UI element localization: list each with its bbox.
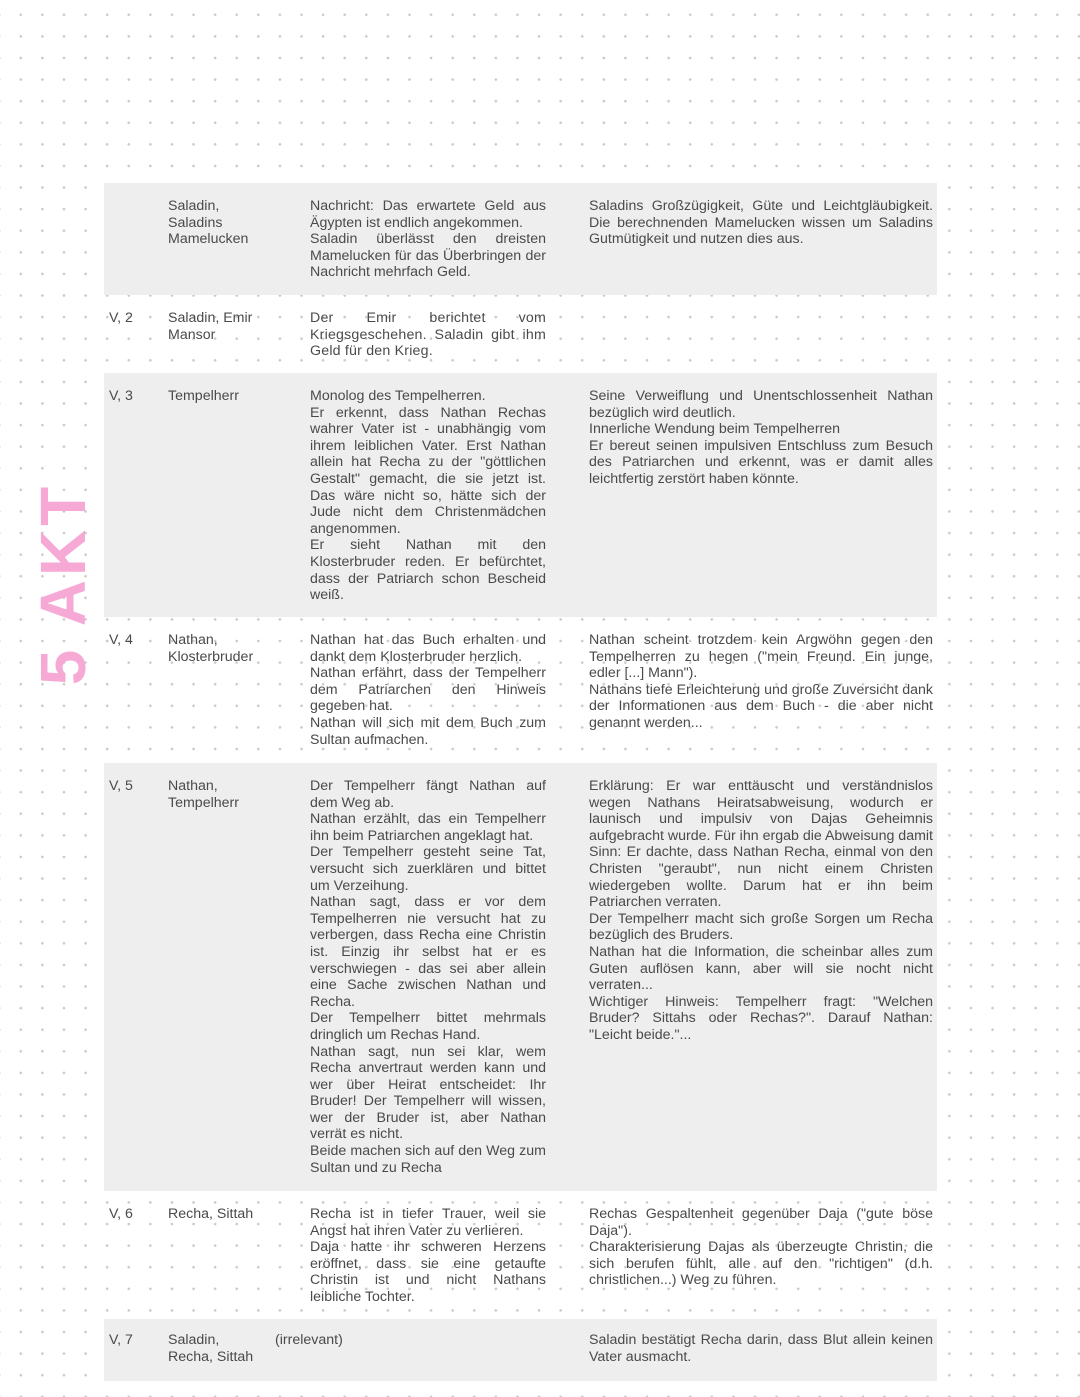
interpretation-cell: Saladin bestätigt Recha darin, dass Blut allein keinen Vater ausmacht.	[589, 1332, 933, 1365]
interpretation-cell: Saladins Großzügigkeit, Güte und Leichtgläubigkeit. Die berechnenden Mamelucken wissen um Saladins Gutmütigkeit und nutzen dies aus.	[589, 198, 933, 248]
persons-cell: Tempelherr	[168, 388, 239, 404]
persons-cell: Saladin, Recha, Sittah	[168, 1332, 254, 1365]
section-number: V, 7	[109, 1332, 133, 1348]
interpretation-cell: Erklärung: Er war enttäuscht und verständnislos wegen Nathans Heiratsabweisung, wodurch er launisch und impulsiv von Dajas Geheimnis aufgebracht wurde. Für ihn ergab die Abweisung damit Sinn: Er dachte, dass Nathan Recha, einmal von den Christen "geraubt", nun nicht einem Christen wiedergeben wollte. Darum hat er ihn beim Patriarchen verraten. Der Tempelherr macht sich große Sorgen um Recha bezüglich des Bruders. Nathan hat die Information, die scheinbar alles zum Guten auflösen kann, aber will sie nocht nicht verraten... Wichtiger Hinweis: Tempelherr fragt: "Welchen Bruder? Sittahs oder Rechas?". Darauf Nathan: "Leicht beide."...	[589, 778, 933, 1043]
interpretation-cell: Nathan scheint trotzdem kein Argwöhn gegen den Tempelherren zu hegen ("mein Freund. Ein junge, edler [...] Mann"). Nathans tiefe Erleichterung und große Zuversicht dank der Informationen aus dem Buch - die aber nicht genannt werden...	[589, 632, 933, 731]
act-label: 5 AKT	[27, 482, 99, 686]
content-cell: Nachricht: Das erwartete Geld aus Ägypten ist endlich angekommen. Saladin überlässt den dreisten Mamelucken für das Überbringen der Nachricht mehrfach Geld.	[310, 198, 546, 281]
table-row	[104, 617, 937, 763]
persons-cell: Saladin, Emir Mansor	[168, 310, 253, 343]
content-cell: (irrelevant)	[275, 1332, 343, 1348]
scene-table	[104, 183, 937, 1381]
content-cell: Recha ist in tiefer Trauer, weil sie Angst hat ihren Vater zu verlieren. Daja hatte ihr schweren Herzens eröffnet, dass sie eine getaufte Christin ist und nicht Nathans leibliche Tochter.	[310, 1206, 546, 1305]
interpretation-cell: Seine Verweiflung und Unentschlossenheit Nathan bezüglich wird deutlich. Innerliche Wendung beim Tempelherren Er bereut seinen impulsiven Entschluss zum Besuch des Patriarchen und erkennt, was er damit alles leichtfertig zerstört haben könnte.	[589, 388, 933, 487]
content-cell: Monolog des Tempelherren. Er erkennt, dass Nathan Rechas wahrer Vater ist - unabhängig vom ihrem leiblichen Vater. Erst Nathan allein hat Recha zu der "göttlichen Gestalt" gemacht, die sie jetzt ist. Das wäre nicht so, hätte sich der Jude nicht dem Christenmädchen angenommen. Er sieht Nathan mit den Klosterbruder reden. Er befürchtet, dass der Patriarch schon Bescheid weiß.	[310, 388, 546, 604]
section-number: V, 6	[109, 1206, 133, 1222]
table-row	[104, 1319, 937, 1381]
content-cell: Der Tempelherr fängt Nathan auf dem Weg ab. Nathan erzählt, das ein Tempelherr ihn beim Patriarchen angeklagt hat. Der Tempelherr gesteht seine Tat, versucht sich zuerklären und bittet um Verzeihung. Nathan sagt, dass er vor dem Tempelherren nie versucht hat zu verbergen, dass Recha eine Christin ist. Einzig ihr selbst hat er es verschwiegen - das sei aber allein eine Sache zwischen Nathan und Recha. Der Tempelherr bittet mehrmals dringlich um Rechas Hand. Nathan sagt, nun sei klar, wem Recha anvertraut werden kann und wer über Heirat entscheidet: Ihr Bruder! Der Tempelherr will wissen, wer der Bruder ist, aber Nathan verrät es nicht. Beide machen sich auf den Weg zum Sultan und zu Recha	[310, 778, 546, 1176]
table-row	[104, 1191, 937, 1319]
section-number: V, 4	[109, 632, 133, 648]
content-cell: Der Emir berichtet vom Kriegsgeschehen. Saladin gibt ihm Geld für den Krieg.	[310, 310, 546, 360]
persons-cell: Recha, Sittah	[168, 1206, 254, 1222]
section-number: V, 3	[109, 388, 133, 404]
content-cell: Nathan hat das Buch erhalten und dankt dem Klosterbruder herzlich. Nathan erfährt, dass der Tempelherr dem Patriarchen den Hinweis gegeben hat. Nathan will sich mit dem Buch zum Sultan aufmachen.	[310, 632, 546, 748]
interpretation-cell: Rechas Gespaltenheit gegenüber Daja ("gute böse Daja"). Charakterisierung Dajas als überzeugte Christin, die sich berufen fühlt, alle auf den "richtigen" (d.h. christlichen...) Weg zu führen.	[589, 1206, 933, 1289]
table-row	[104, 763, 937, 1191]
table-row	[104, 295, 937, 373]
table-row	[104, 183, 937, 295]
section-number: V, 2	[109, 310, 133, 326]
persons-cell: Saladin, Saladins Mamelucken	[168, 198, 249, 248]
persons-cell: Nathan, Tempelherr	[168, 778, 239, 811]
table-row	[104, 373, 937, 617]
persons-cell: Nathan, Klosterbruder	[168, 632, 254, 665]
section-number: V, 5	[109, 778, 133, 794]
